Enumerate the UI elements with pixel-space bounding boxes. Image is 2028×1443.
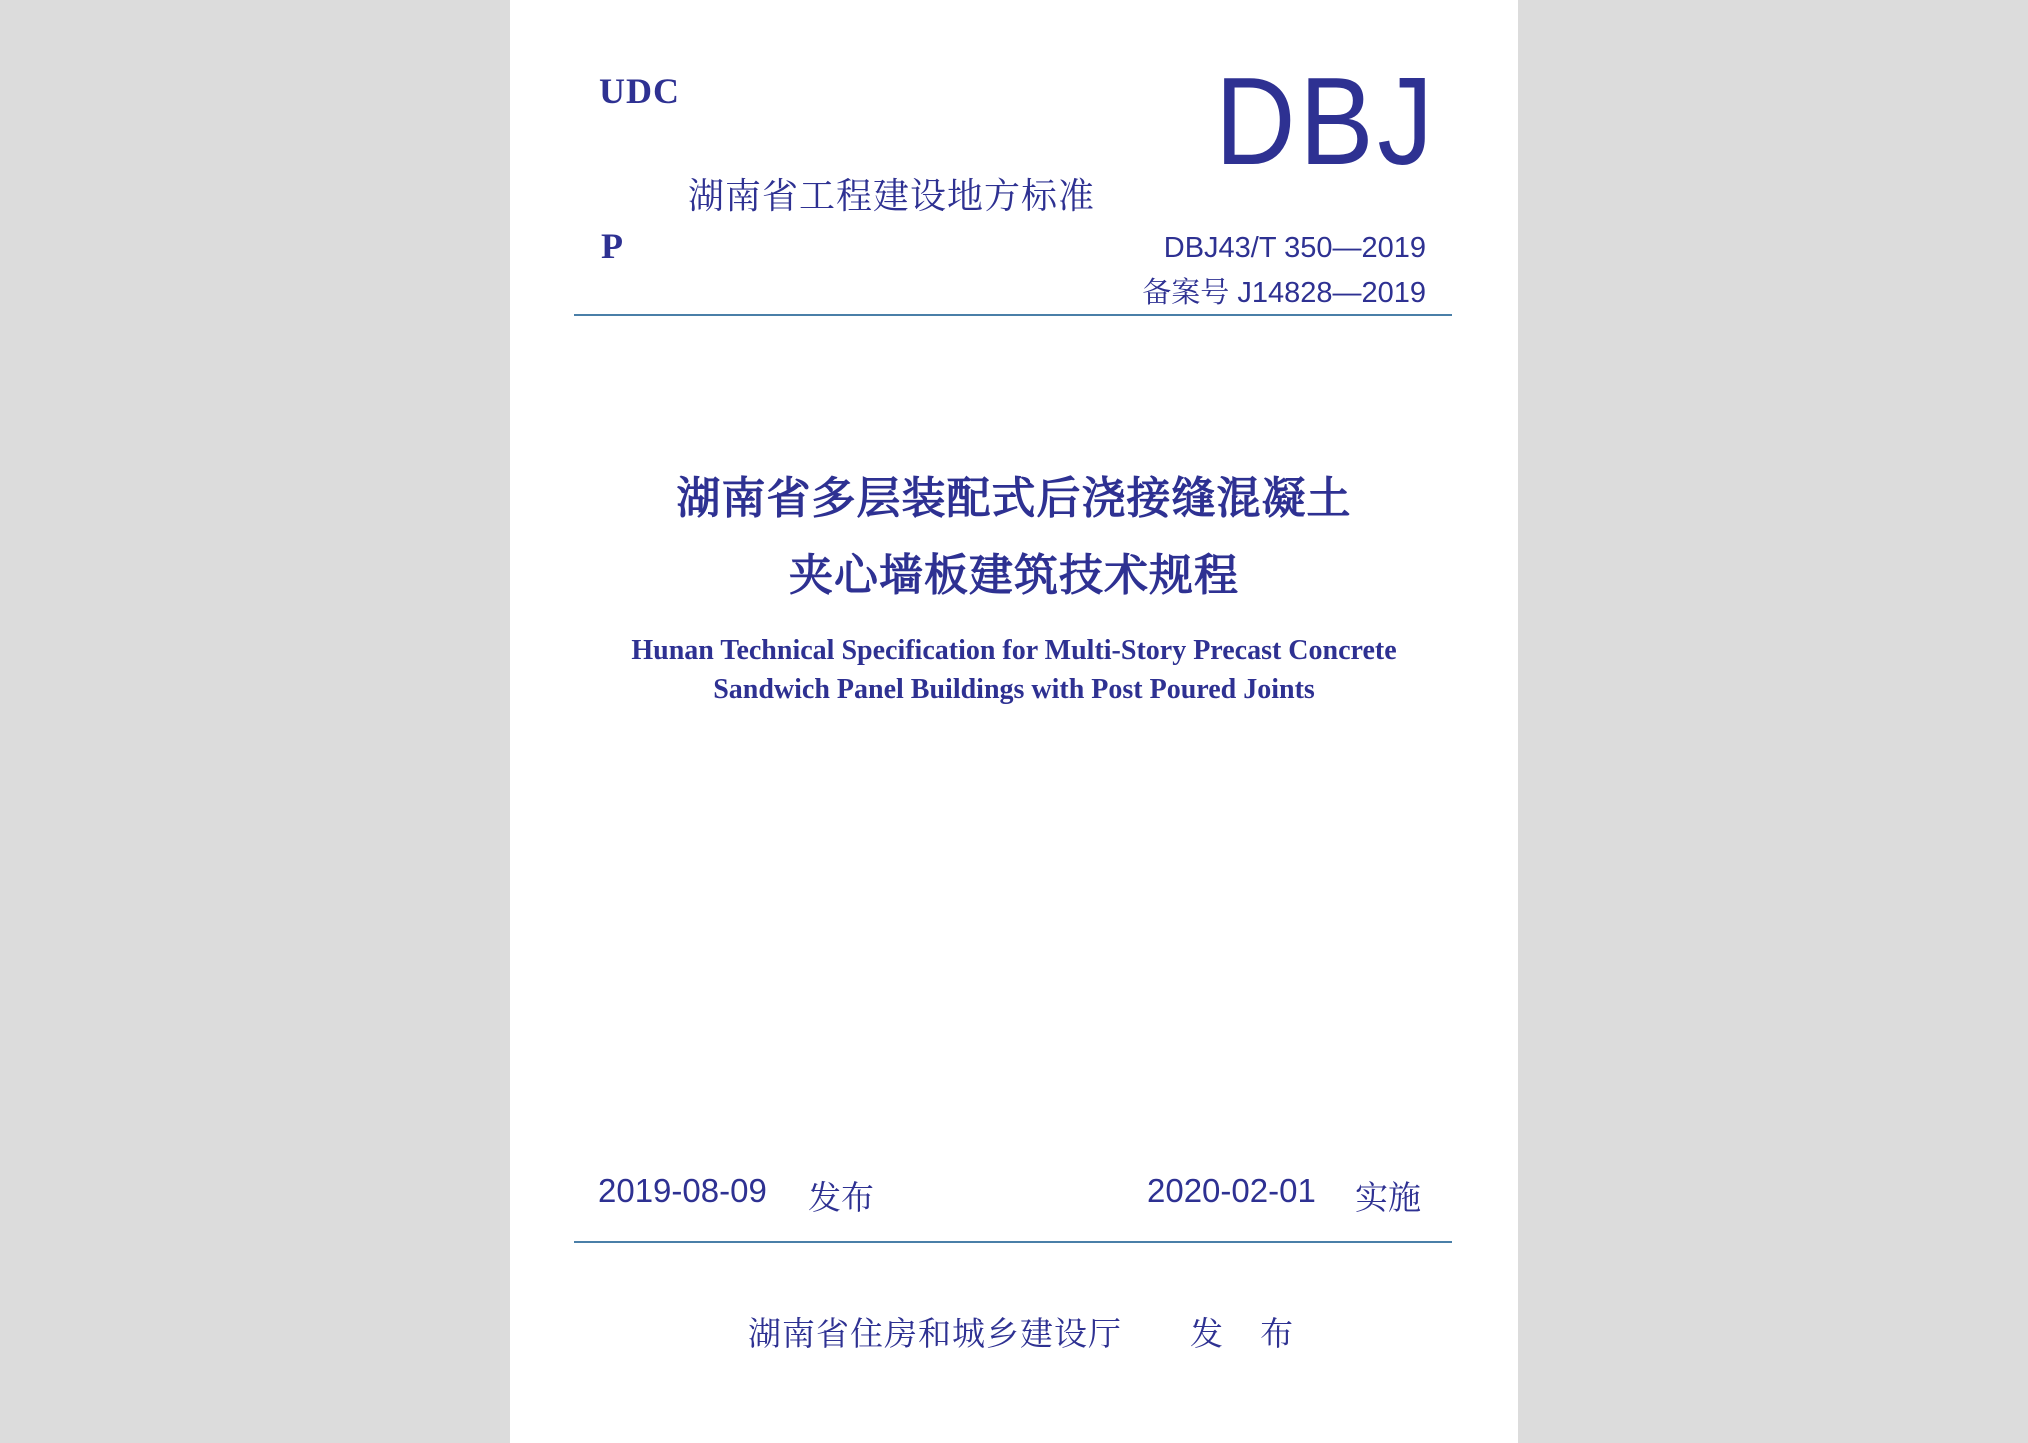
issue-date: 2019-08-09: [598, 1172, 767, 1209]
udc-label: UDC: [599, 71, 680, 111]
standard-code: DBJ43/T 350—2019: [1163, 232, 1426, 264]
standard-type: 湖南省工程建设地方标准: [688, 175, 1096, 216]
implementation-label: 实施: [1355, 1179, 1421, 1216]
dbj-logo: DBJ: [1215, 53, 1437, 191]
publisher-name: 湖南省住房和城乡建设厅: [748, 1315, 1122, 1352]
publisher-action: 发 布: [1190, 1315, 1308, 1352]
title-cn-line1: 湖南省多层装配式后浇接缝混凝土: [676, 474, 1352, 523]
top-divider: [574, 314, 1452, 316]
classification-label: P: [601, 226, 623, 266]
issue-label: 发布: [808, 1179, 874, 1216]
document-cover-page: [510, 0, 1518, 1443]
title-cn-line2: 夹心墙板建筑技术规程: [789, 551, 1239, 600]
title-en-line1: Hunan Technical Specification for Multi-Story Precast Concrete: [631, 635, 1397, 666]
filing-number: 备案号 J14828—2019: [1142, 277, 1426, 309]
implementation-date: 2020-02-01: [1147, 1172, 1316, 1209]
title-en-line2: Sandwich Panel Buildings with Post Poured Joints: [713, 674, 1315, 705]
bottom-divider: [574, 1241, 1452, 1243]
